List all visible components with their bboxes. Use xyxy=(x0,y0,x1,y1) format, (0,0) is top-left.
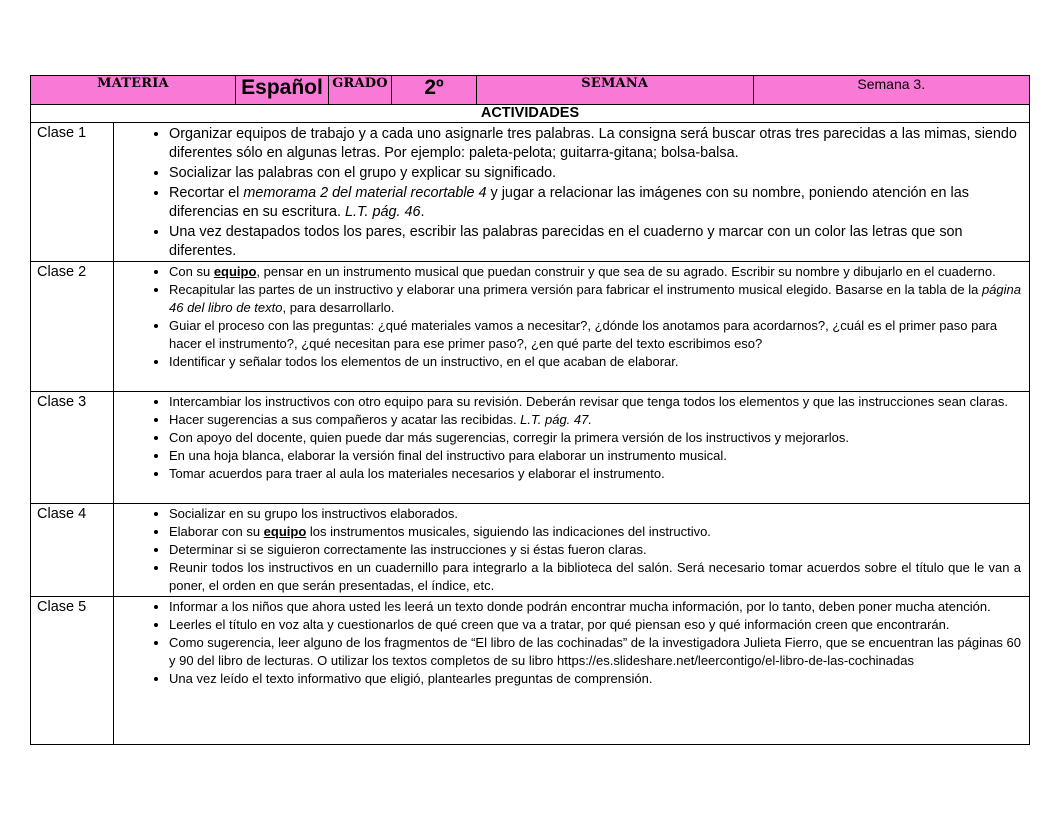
activity-list xyxy=(114,392,1029,484)
clase-row xyxy=(31,392,1030,504)
list-item: • Socializar en su grupo los instructivos elaborados. xyxy=(169,505,1021,523)
list-item: • Hacer sugerencias a sus compañeros y acatar las recibidas. L.T. pág. 47. xyxy=(169,411,1021,429)
list-item: • Guiar el proceso con las preguntas: ¿qué materiales vamos a necesitar?, ¿dónde los anotamos para acordarnos?, ¿cuál es el primer paso para hacer el instrumento?, ¿qué necesitan para ese primer paso?, ¿en qué parte del texto escribimos eso? xyxy=(169,317,1021,353)
materia-value: Español xyxy=(236,76,329,105)
activity-list xyxy=(114,504,1029,596)
list-item: • Una vez destapados todos los pares, escribir las palabras parecidas en el cuaderno y marcar con un color las letras que son diferentes. xyxy=(169,223,1021,261)
semana-label: SEMANA xyxy=(477,76,754,105)
clase-label: Clase 2 xyxy=(31,262,114,392)
list-item: • Con apoyo del docente, quien puede dar más sugerencias, corregir la primera versión de los instructivos y mejorarlos. xyxy=(169,429,1021,447)
activity-list xyxy=(114,262,1029,372)
list-item: • Con su equipo, pensar en un instrumento musical que puedan construir y que sea de su agrado. Escribir su nombre y dibujarlo en el cuaderno. xyxy=(169,263,1021,281)
list-item: • Organizar equipos de trabajo y a cada uno asignarle tres palabras. La consigna será buscar otras tres parecidas a las mimas, siendo diferentes sólo en algunas letras. Por ejemplo: paleta-pelota; guitarra-gitana; bolsa-balsa. xyxy=(169,125,1021,163)
clase-activities xyxy=(114,504,1030,597)
header-row xyxy=(31,76,1030,105)
clase-label: Clase 4 xyxy=(31,504,114,597)
clase-activities xyxy=(114,597,1030,745)
list-item: • Elaborar con su equipo los instrumentos musicales, siguiendo las indicaciones del instructivo. xyxy=(169,523,1021,541)
list-item: • Socializar las palabras con el grupo y explicar su significado. xyxy=(169,164,1021,183)
clase-row xyxy=(31,262,1030,392)
activity-list xyxy=(114,597,1029,689)
clase-label: Clase 3 xyxy=(31,392,114,504)
list-item: • Tomar acuerdos para traer al aula los materiales necesarios y elaborar el instrumento. xyxy=(169,465,1021,483)
semana-value: Semana 3. xyxy=(753,76,1030,105)
activities-row xyxy=(31,105,1030,123)
list-item: • Informar a los niños que ahora usted les leerá un texto donde podrán encontrar mucha información, por lo tanto, deben poner mucha atención. xyxy=(169,598,1021,616)
clase-row xyxy=(31,597,1030,745)
clase-activities xyxy=(114,123,1030,262)
list-item: • Recapitular las partes de un instructivo y elaborar una primera versión para fabricar el instrumento musical elegido. Basarse en la tabla de la página 46 del libro de texto, para desarrollarlo. xyxy=(169,281,1021,317)
list-item: • Identificar y señalar todos los elementos de un instructivo, en el que acaban de elaborar. xyxy=(169,353,1021,371)
clase-label: Clase 1 xyxy=(31,123,114,262)
list-item: • Una vez leído el texto informativo que eligió, plantearles preguntas de comprensión. xyxy=(169,670,1021,688)
activities-title: ACTIVIDADES xyxy=(31,105,1030,123)
list-item: • Leerles el título en voz alta y cuestionarlos de qué creen que va a tratar, por qué piensan eso y qué información creen que encontrarán. xyxy=(169,616,1021,634)
clase-label: Clase 5 xyxy=(31,597,114,745)
list-item: • Determinar si se siguieron correctamente las instrucciones y si éstas fueron claras. xyxy=(169,541,1021,559)
clase-row xyxy=(31,123,1030,262)
clase-activities xyxy=(114,392,1030,504)
grado-value: 2º xyxy=(392,76,477,105)
clase-activities xyxy=(114,262,1030,392)
lesson-plan-table xyxy=(30,75,1030,745)
list-item: • Recortar el memorama 2 del material recortable 4 y jugar a relacionar las imágenes con su nombre, poniendo atención en las diferencias en su escritura. L.T. pág. 46. xyxy=(169,184,1021,222)
list-item: • En una hoja blanca, elaborar la versión final del instructivo para elaborar un instrumento musical. xyxy=(169,447,1021,465)
list-item: • Intercambiar los instructivos con otro equipo para su revisión. Deberán revisar que tenga todos los elementos y que las instrucciones sean claras. xyxy=(169,393,1021,411)
grado-label: GRADO xyxy=(329,76,392,105)
materia-label: MATERIA xyxy=(31,76,236,105)
activity-list xyxy=(114,123,1029,261)
list-item: • Como sugerencia, leer alguno de los fragmentos de “El libro de las cochinadas” de la investigadora Julieta Fierro, que se encuentran las páginas 60 y 90 del libro de lecturas. O utilizar los textos completos de su libro https://es.slideshare.net/leercontigo/el-libro-de-las-cochinadas xyxy=(169,634,1021,670)
clase-row xyxy=(31,504,1030,597)
list-item: • Reunir todos los instructivos en un cuadernillo para integrarlo a la biblioteca del salón. Será necesario tomar acuerdos sobre el título que le van a poner, el orden en que serán presentadas, el índice, etc. xyxy=(169,559,1021,595)
